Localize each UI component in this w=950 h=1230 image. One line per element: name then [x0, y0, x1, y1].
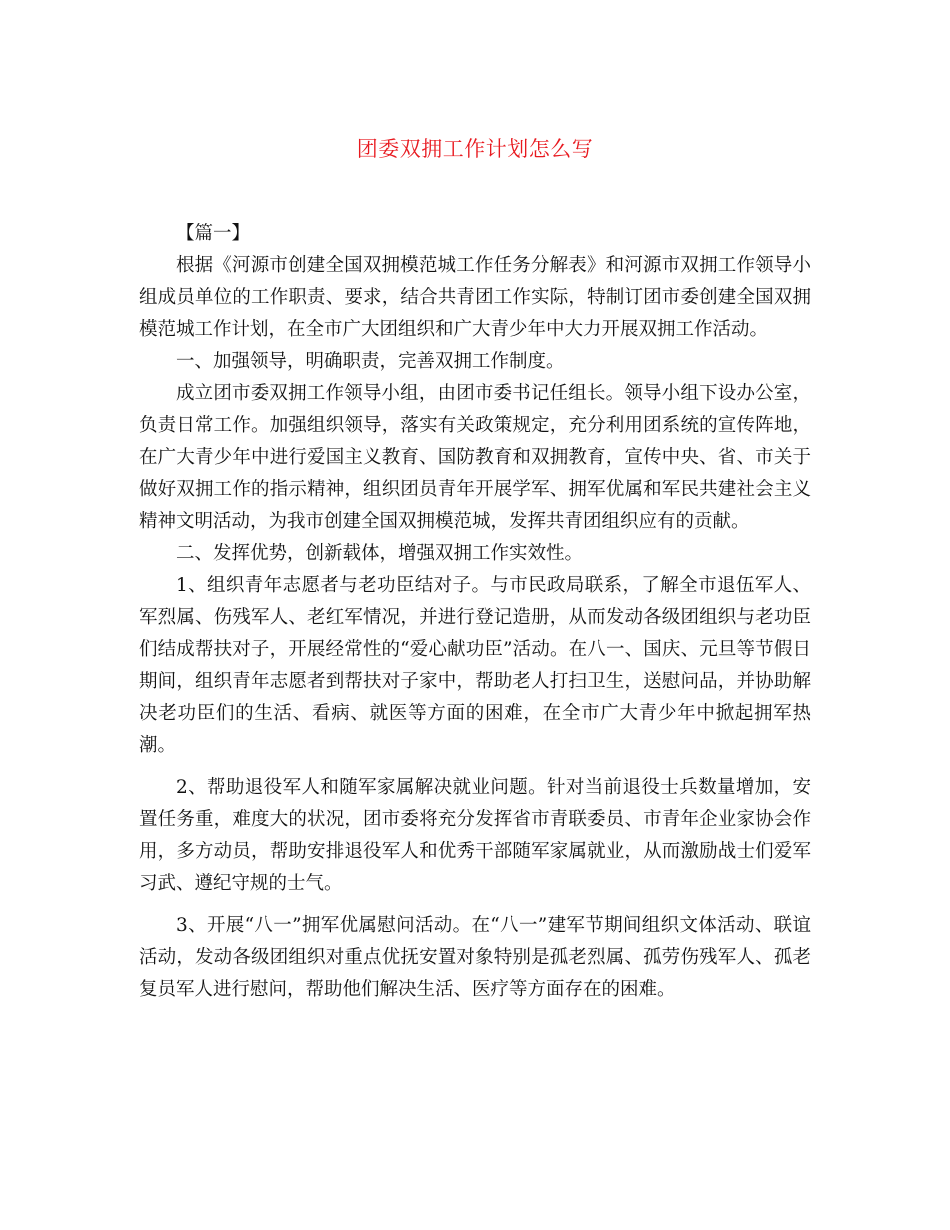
- paragraph-item-3: 3、开展“八一”拥军优属慰问活动。在“八一”建军节期间组织文体活动、联谊活动，发动各级团组织对重点优抚安置对象特别是孤老烈属、孤劳伤残军人、孤老复员军人进行慰问，帮助他们解决生活、医疗等方面存在的困难。: [139, 915, 811, 1000]
- paragraph-leadership: 成立团市委双拥工作领导小组，由团市委书记任组长。领导小组下设办公室，负责日常工作。加强组织领导，落实有关政策规定，充分利用团系统的宣传阵地，在广大青少年中进行爱国主义教育、国防教育和双拥教育，宣传中央、省、市关于做好双拥工作的指示精神，组织团员青年开展学军、拥军优属和军民共建社会主义精神文明活动，为我市创建全国双拥模范城，发挥共青团组织应有的贡献。: [139, 383, 811, 532]
- heading-two: 二、发挥优势，创新载体，增强双拥工作实效性。: [176, 543, 584, 564]
- paragraph-item-2: 2、帮助退役军人和随军家属解决就业问题。针对当前退役士兵数量增加，安置任务重，难度大的状况，团市委将充分发挥省市青联委员、市青年企业家协会作用，多方动员，帮助安排退役军人和优秀干部随军家属就业，从而激励战士们爱军习武、遵纪守规的士气。: [139, 777, 811, 894]
- document-body: [139, 218, 811, 1006]
- intro-paragraph: 根据《河源市创建全国双拥模范城工作任务分解表》和河源市双拥工作领导小组成员单位的工作职责、要求，结合共青团工作实际，特制订团市委创建全国双拥模范城工作计划，在全市广大团组织和广大青少年中大力开展双拥工作活动。: [139, 255, 811, 340]
- section-heading-part-one: 【篇一】: [176, 223, 251, 244]
- document-title: 团委双拥工作计划怎么写: [356, 137, 594, 161]
- paragraph-item-1: 1、组织青年志愿者与老功臣结对子。与市民政局联系，了解全市退伍军人、军烈属、伤残军人、老红军情况，并进行登记造册，从而发动各级团组织与老功臣们结成帮扶对子，开展经常性的“爱心献功臣”活动。在八一、国庆、元旦等节假日期间，组织青年志愿者到帮扶对子家中，帮助老人打扫卫生，送慰问品，并协助解决老功臣们的生活、看病、就医等方面的困难，在全市广大青少年中掀起拥军热潮。: [139, 575, 811, 756]
- heading-one: 一、加强领导，明确职责，完善双拥工作制度。: [176, 351, 565, 372]
